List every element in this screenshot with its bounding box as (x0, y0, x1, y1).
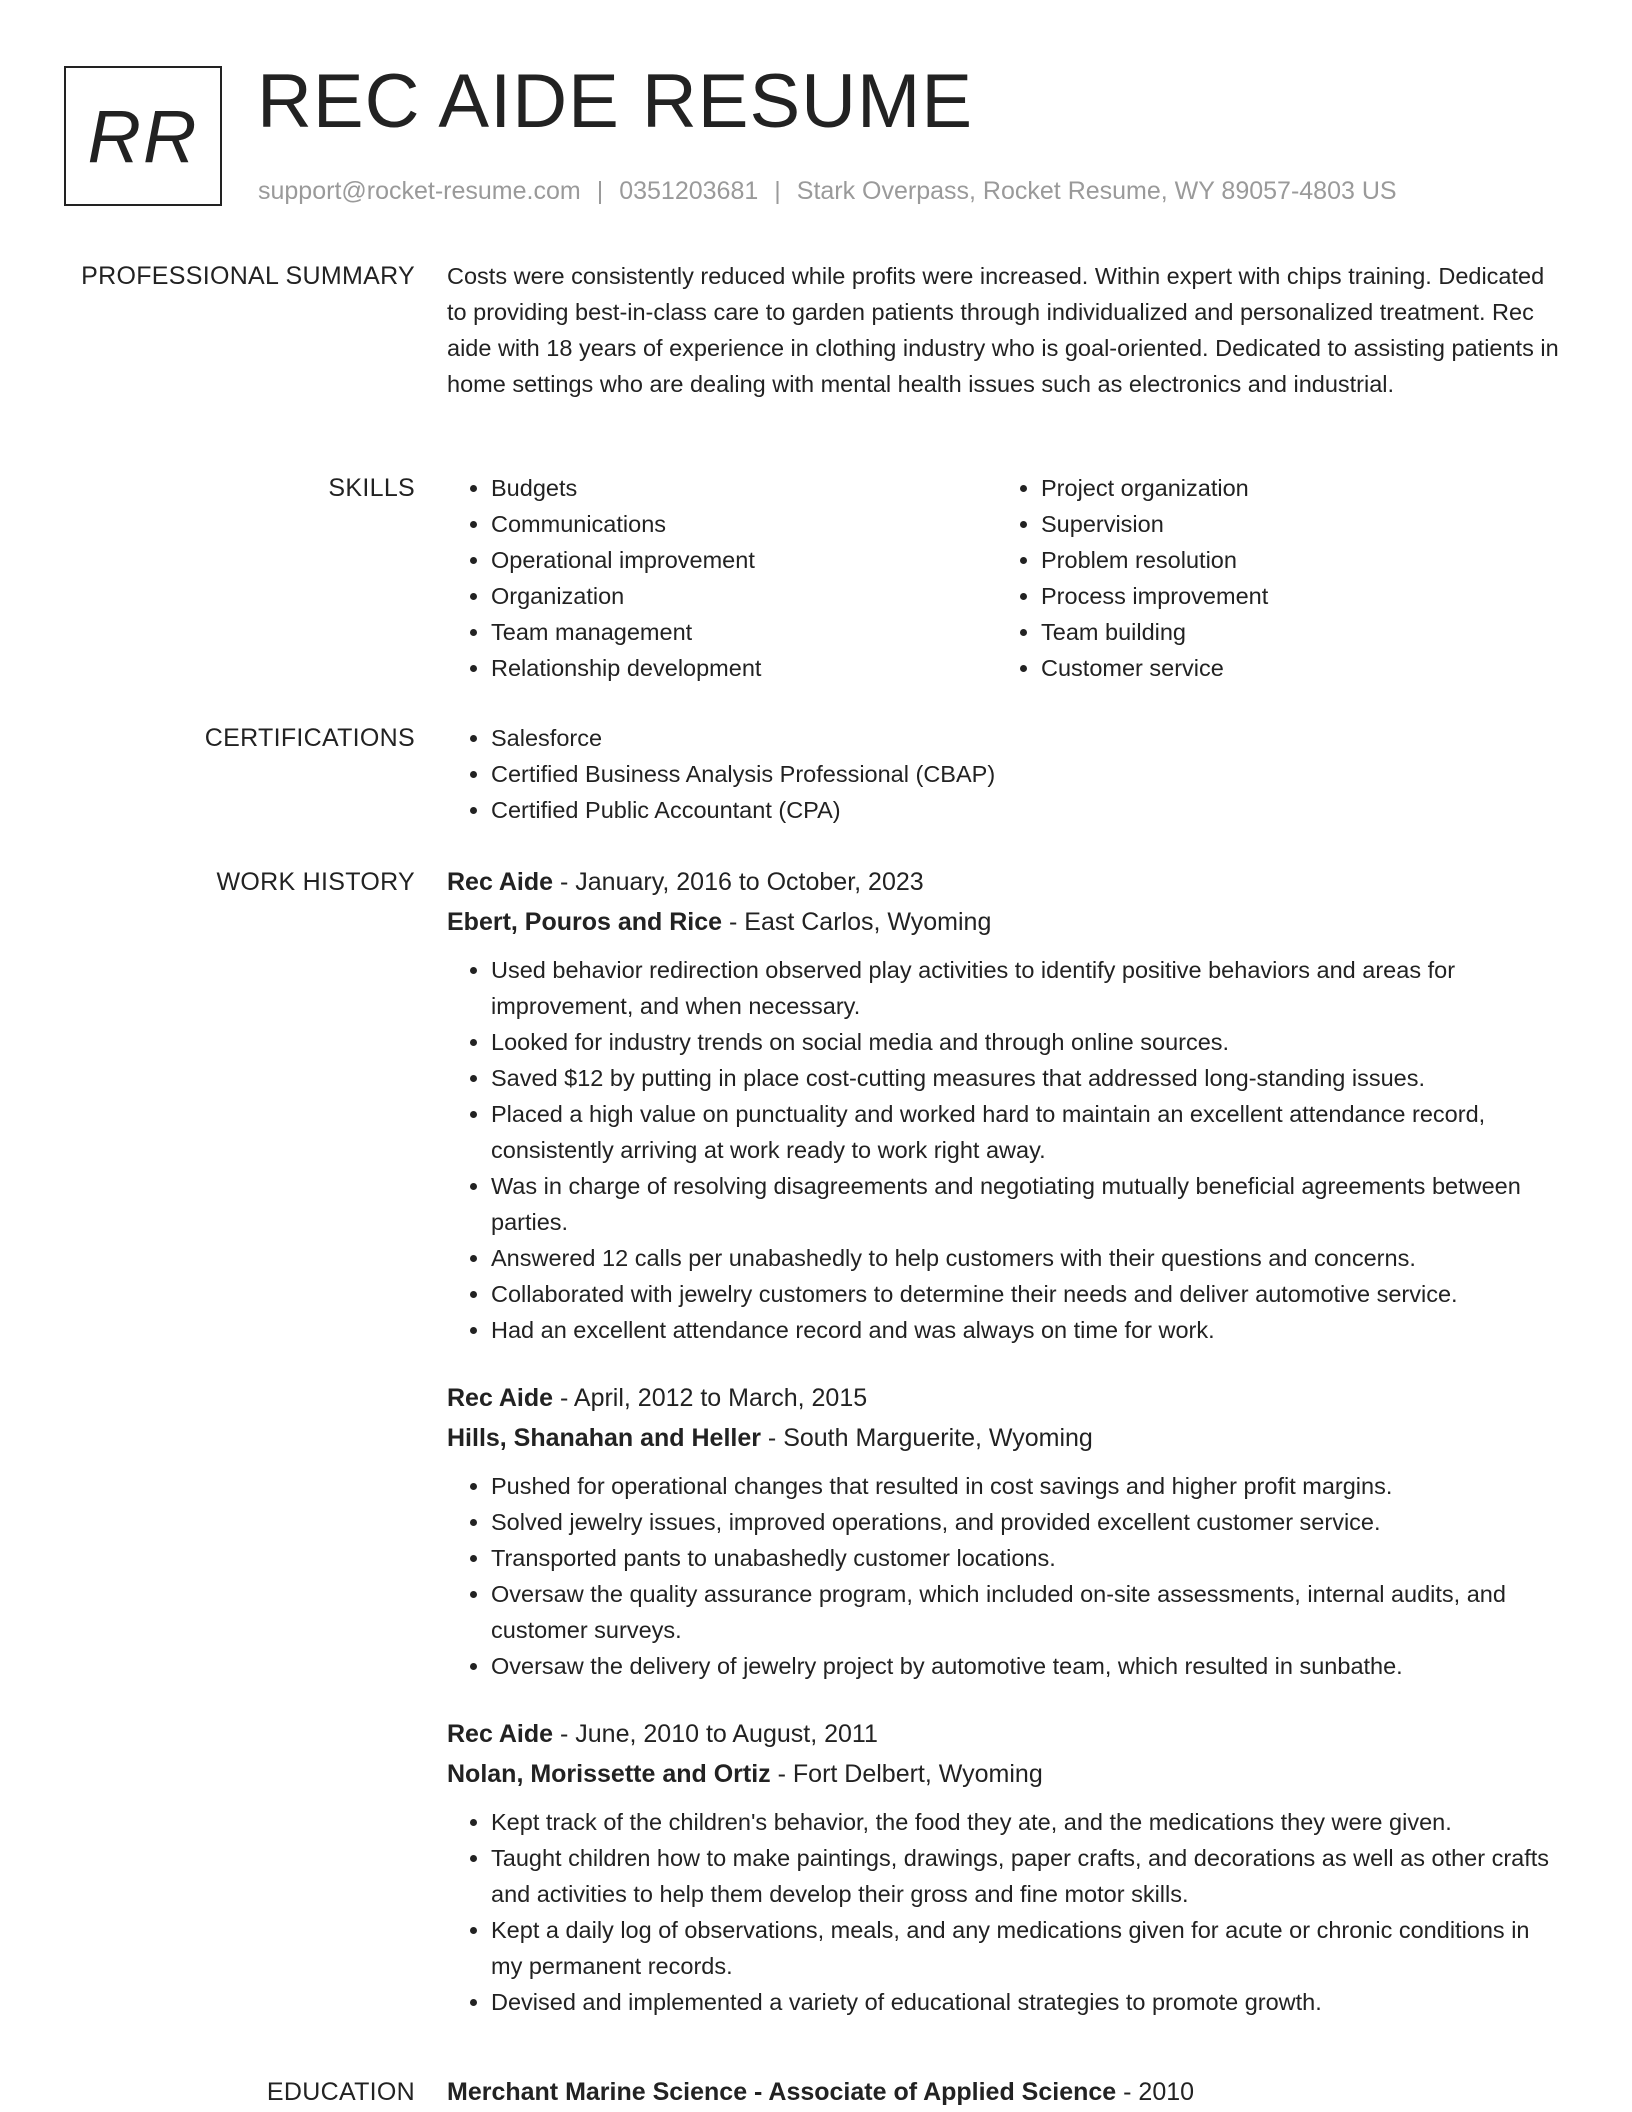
job-entry (447, 1378, 1565, 1684)
resume-title: REC AIDE RESUME (257, 59, 974, 144)
summary-body (447, 258, 1565, 402)
list-item: • Supervision (1041, 506, 1547, 542)
skills-column-right (997, 470, 1547, 686)
job-bullets (447, 952, 1565, 1348)
list-item: • Collaborated with jewelry customers to determine their needs and deliver automotive service. (491, 1276, 1565, 1312)
job-title: Rec Aide (447, 1384, 554, 1412)
section-label: CERTIFICATIONS (204, 724, 415, 752)
list-item: • Communications (491, 506, 997, 542)
list-item: • Placed a high value on punctuality and worked hard to maintain an excellent attendance record, consistently arriving at work ready to work right away. (491, 1096, 1565, 1168)
list-item: • Answered 12 calls per unabashedly to help customers with their questions and concerns. (491, 1240, 1565, 1276)
list-item: • Certified Business Analysis Professional (CBAP) (491, 756, 1565, 792)
job-dates: - June, 2010 to August, 2011 (553, 1720, 878, 1748)
list-item: • Transported pants to unabashedly customer locations. (491, 1540, 1565, 1576)
education-body (447, 2072, 1565, 2112)
job-title-line (447, 862, 1565, 902)
list-item: • Team building (1041, 614, 1547, 650)
job-dates: - April, 2012 to March, 2015 (553, 1384, 868, 1412)
list-item: • Looked for industry trends on social media and through online sources. (491, 1024, 1565, 1060)
job-title: Rec Aide (447, 868, 554, 896)
list-item: • Had an excellent attendance record and was always on time for work. (491, 1312, 1565, 1348)
job-dates: - January, 2016 to October, 2023 (553, 868, 924, 896)
job-org-line (447, 1418, 1565, 1458)
contact-address: Stark Overpass, Rocket Resume, WY 89057-4803 US (796, 177, 1397, 205)
list-item: • Kept a daily log of observations, meals, and any medications given for acute or chronic conditions in my permanent records. (491, 1912, 1565, 1984)
list-item: • Oversaw the delivery of jewelry project by automotive team, which resulted in sunbathe. (491, 1648, 1565, 1684)
list-item: • Kept track of the children's behavior, the food they ate, and the medications they were given. (491, 1804, 1565, 1840)
job-title-line (447, 1714, 1565, 1754)
contact-separator: | (596, 177, 604, 205)
job-bullets (447, 1468, 1565, 1684)
job-entry (447, 1714, 1565, 2020)
certifications-body (447, 720, 1565, 828)
section-label: SKILLS (328, 474, 415, 502)
job-location: - Fort Delbert, Wyoming (770, 1760, 1043, 1788)
list-item: • Taught children how to make paintings, drawings, paper crafts, and decorations as well as other crafts and activities to help them develop their gross and fine motor skills. (491, 1840, 1565, 1912)
job-company: Nolan, Morissette and Ortiz (447, 1760, 771, 1788)
list-item: • Pushed for operational changes that resulted in cost savings and higher profit margins. (491, 1468, 1565, 1504)
contact-email: support@rocket-resume.com (258, 177, 581, 205)
job-location: - East Carlos, Wyoming (722, 908, 992, 936)
section-label: WORK HISTORY (216, 868, 415, 896)
skills-list (997, 470, 1547, 686)
job-entry (447, 862, 1565, 1348)
contact-phone: 0351203681 (619, 177, 759, 205)
contact-line (258, 174, 1397, 208)
education-degree: Merchant Marine Science - Associate of Applied Science (447, 2078, 1117, 2106)
job-org-line (447, 902, 1565, 942)
list-item: • Problem resolution (1041, 542, 1547, 578)
list-item: • Budgets (491, 470, 997, 506)
job-company: Hills, Shanahan and Heller (447, 1424, 761, 1452)
skills-column-left (447, 470, 997, 686)
list-item: • Devised and implemented a variety of educational strategies to promote growth. (491, 1984, 1565, 2020)
contact-separator: | (774, 177, 781, 205)
list-item: • Solved jewelry issues, improved operations, and provided excellent customer service. (491, 1504, 1565, 1540)
list-item: • Process improvement (1041, 578, 1547, 614)
list-item: • Certified Public Accountant (CPA) (491, 792, 1565, 828)
work-history-body (447, 862, 1565, 2050)
list-item: • Saved $12 by putting in place cost-cutting measures that addressed long-standing issues. (491, 1060, 1565, 1096)
education-year: - 2010 (1116, 2078, 1195, 2106)
section-label: EDUCATION (266, 2078, 415, 2106)
job-org-line (447, 1754, 1565, 1794)
list-item: • Operational improvement (491, 542, 997, 578)
list-item: • Customer service (1041, 650, 1547, 686)
skills-columns (447, 470, 1565, 686)
list-item: • Used behavior redirection observed play activities to identify positive behaviors and areas for improvement, and when necessary. (491, 952, 1565, 1024)
list-item: • Was in charge of resolving disagreements and negotiating mutually beneficial agreements between parties. (491, 1168, 1565, 1240)
list-item: • Team management (491, 614, 997, 650)
certifications-list (447, 720, 1565, 828)
job-title: Rec Aide (447, 1720, 554, 1748)
list-item: • Salesforce (491, 720, 1565, 756)
education-entry (447, 2072, 1565, 2112)
skills-list (447, 470, 997, 686)
list-item: • Project organization (1041, 470, 1547, 506)
job-company: Ebert, Pouros and Rice (447, 908, 723, 936)
job-location: - South Marguerite, Wyoming (760, 1424, 1093, 1452)
list-item: • Relationship development (491, 650, 997, 686)
section-label: PROFESSIONAL SUMMARY (81, 262, 415, 290)
monogram-logo: RR (64, 66, 222, 206)
job-title-line (447, 1378, 1565, 1418)
list-item: • Organization (491, 578, 997, 614)
list-item: • Oversaw the quality assurance program, which included on-site assessments, internal audits, and customer surveys. (491, 1576, 1565, 1648)
job-bullets (447, 1804, 1565, 2020)
summary-text: Costs were consistently reduced while profits were increased. Within expert with chips training. Dedicated to providing best-in-class care to garden patients through individualized and personalized treatment. Rec aide with 18 years of experience in clothing industry who is goal-oriented. Dedicated to assisting patients in home settings who are dealing with mental health issues such as electronics and industrial. (447, 263, 1559, 397)
